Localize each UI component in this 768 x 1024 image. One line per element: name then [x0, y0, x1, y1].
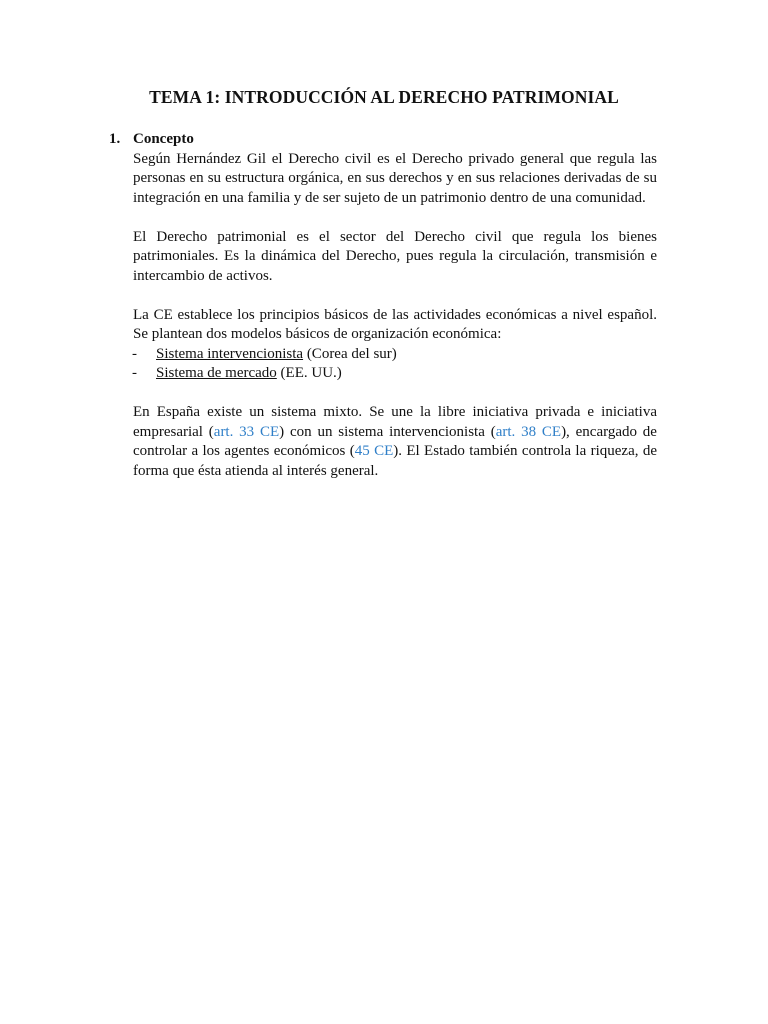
paragraph-mixed-system — [133, 403, 657, 481]
list-item — [133, 345, 657, 365]
text-run: ), encargado de controlar a los agentes económicos ( — [133, 423, 657, 459]
reference-link-art45[interactable]: 45 CE — [354, 443, 394, 459]
list-dash: - — [132, 345, 137, 362]
economic-models-list — [133, 345, 657, 384]
text-run: En España existe un sistema mixto. Se une la libre iniciativa privada e iniciativa empresarial ( — [133, 404, 657, 440]
paragraph-spacer — [133, 286, 657, 306]
paragraph-patrimonial: El Derecho patrimonial es el sector del Derecho civil que regula los bienes patrimoniales. Es la dinámica del Derecho, pues regula la circulación, transmisión e intercambio de activos. — [133, 228, 657, 284]
paragraph-spacer — [133, 208, 657, 228]
section-number: 1. — [109, 131, 121, 147]
text-run: ) con un sistema intervencionista ( — [279, 423, 496, 440]
model-name: Sistema de mercado — [156, 365, 277, 381]
paragraph-definition: Según Hernández Gil el Derecho civil es el Derecho privado general que regula las personas en su estructura orgánica, en sus derechos y en sus relaciones derivadas de su integración en una familia y de ser sujeto de un patrimonio dentro de una comunidad. — [133, 150, 657, 206]
paragraph-spacer — [133, 384, 657, 404]
reference-link-art38[interactable]: art. 38 CE — [495, 423, 562, 440]
reference-link-art33[interactable]: art. 33 CE — [213, 423, 280, 440]
section-title: Concepto — [133, 131, 194, 147]
model-example: (EE. UU.) — [276, 365, 342, 381]
list-dash: - — [132, 365, 137, 381]
paragraph-ce: La CE establece los principios básicos de las actividades económicas a nivel español. Se plantean dos modelos básicos de organización económica: — [133, 306, 657, 342]
model-example: (Corea del sur) — [303, 345, 397, 362]
list-item — [133, 364, 657, 384]
text-run: ). El Estado también controla la riqueza, de forma que ésta atienda al interés general. — [133, 443, 657, 479]
document-title: TEMA 1: INTRODUCCIÓN AL DERECHO PATRIMONIAL — [149, 87, 619, 107]
section-heading — [109, 130, 657, 150]
model-name: Sistema intervencionista — [156, 345, 304, 362]
document-body — [109, 130, 657, 481]
